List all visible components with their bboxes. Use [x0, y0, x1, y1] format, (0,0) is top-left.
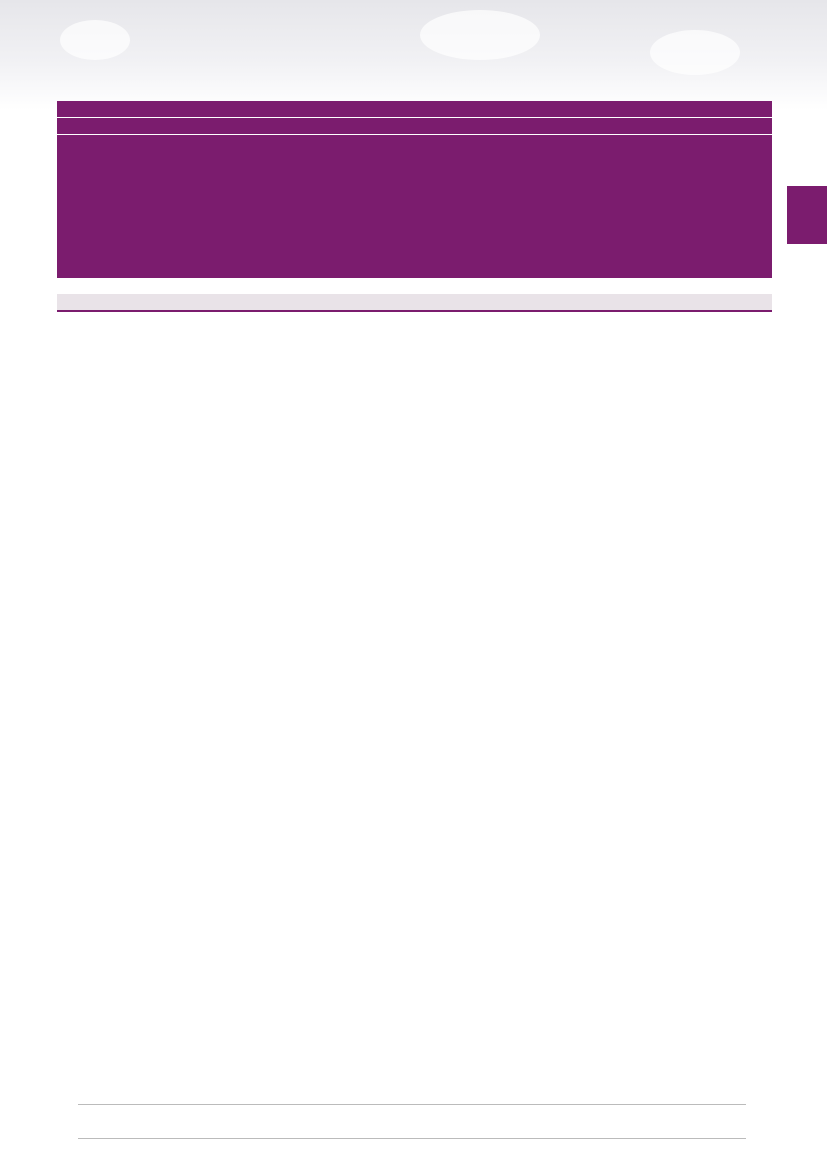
group-domestic	[330, 135, 486, 154]
col-dom-loaded	[330, 154, 382, 278]
chapter-tab	[787, 186, 827, 244]
col-tot-unloaded	[670, 154, 722, 278]
footer-divider	[78, 1104, 746, 1105]
subsection-title-bar	[57, 118, 772, 135]
decorative-blob	[650, 30, 740, 75]
section-title-bar	[57, 101, 772, 118]
col-dom-total	[434, 154, 486, 278]
table-header	[57, 135, 772, 278]
decorative-blob	[60, 20, 130, 60]
decorative-blob	[420, 10, 540, 60]
header-background	[0, 0, 827, 110]
footer-divider	[78, 1138, 746, 1139]
col-tot-loaded	[618, 154, 670, 278]
report-table-wrapper	[57, 101, 772, 312]
col-for-unloaded	[524, 154, 571, 278]
port-section-title	[57, 294, 772, 312]
col-goods	[200, 154, 330, 278]
col-for-total	[571, 154, 618, 278]
group-foreign	[486, 135, 618, 154]
col-dom-unloaded	[382, 154, 434, 278]
group-total	[618, 135, 772, 154]
goods-table	[57, 135, 772, 278]
col-tot-total	[722, 154, 772, 278]
col-for-loaded	[486, 154, 524, 278]
